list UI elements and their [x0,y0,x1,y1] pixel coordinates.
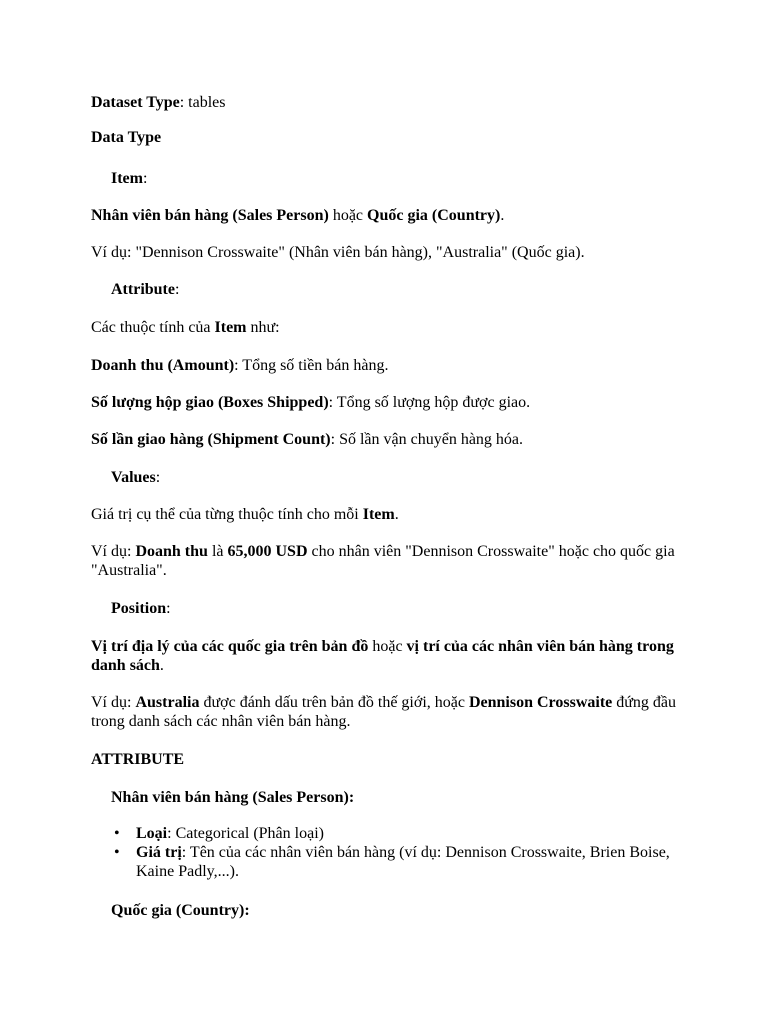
data-type-label: Data Type [91,129,162,146]
item-desc-sales-person: Nhân viên bán hàng (Sales Person) [91,207,329,224]
item-example-text: Ví dụ: "Dennison Crosswaite" (Nhân viên bán hàng), "Australia" (Quốc gia). [91,244,585,261]
dataset-type-label: Dataset Type [91,94,180,111]
attribute-heading-label: Attribute [111,281,175,298]
bullet-type-desc: : Categorical (Phân loại) [167,825,324,842]
list-item [91,824,681,843]
attribute-heading [111,280,681,299]
sales-person-heading-label: Nhân viên bán hàng (Sales Person): [111,789,355,806]
item-desc-country: Quốc gia (Country) [367,207,501,224]
item-heading-label: Item [111,170,143,187]
values-example-amount: 65,000 USD [227,543,308,560]
position-heading-label: Position [111,600,167,617]
values-example-is: là [207,543,228,560]
position-example-australia: Australia [135,694,200,711]
values-example [91,542,681,580]
sales-person-heading [111,788,681,807]
item-desc-or: hoặc [328,207,368,224]
position-example-rest: đứng đầu trong danh sách các nhân viên bán hàng. [91,694,677,730]
attr-intro-end: như: [246,319,280,336]
item-heading-colon: : [142,170,148,187]
sales-person-bullet-list [91,824,681,881]
attribute-boxes-shipped [91,393,681,412]
data-type-heading [91,128,681,147]
attr-amount-desc: : Tổng số tiền bán hàng. [234,357,389,374]
attribute-section-label: ATTRIBUTE [91,751,185,768]
attr-amount-label: Doanh thu (Amount) [91,357,235,374]
values-heading [111,468,681,487]
values-example-rest: cho nhân viên "Dennison Crosswaite" hoặc cho quốc gia "Australia". [91,543,675,579]
item-description [91,206,681,225]
position-example-dennison: Dennison Crosswaite [468,694,613,711]
position-desc-or: hoặc [368,638,407,655]
dataset-type-value: : tables [179,94,226,111]
attr-intro-text: Các thuộc tính của [91,319,215,336]
values-desc-text: Giá trị cụ thể của từng thuộc tính cho mỗi [91,506,363,523]
country-heading-label: Quốc gia (Country): [111,902,250,919]
position-example-prefix: Ví dụ: [91,694,136,711]
attr-intro-item: Item [214,319,247,336]
attribute-section-heading [91,750,681,769]
position-example [91,693,681,731]
attr-boxes-label: Số lượng hộp giao (Boxes Shipped) [91,394,329,411]
position-example-mid: được đánh dấu trên bản đồ thế giới, hoặc [199,694,469,711]
attr-boxes-desc: : Tổng số lượng hộp được giao. [328,394,531,411]
values-example-prefix: Ví dụ: [91,543,136,560]
position-heading [111,599,681,618]
country-heading [111,901,681,920]
attribute-shipment-count [91,430,681,449]
position-desc-list: vị trí của các nhân viên bán hàng trong danh sách [91,638,674,674]
attr-shipments-desc: : Số lần vận chuyển hàng hóa. [330,431,524,448]
bullet-icon: • [114,844,120,861]
attribute-heading-colon: : [174,281,180,298]
bullet-value-label: Giá trị [136,844,182,861]
values-desc-end: . [394,506,399,523]
values-heading-colon: : [155,469,161,486]
attr-shipments-label: Số lần giao hàng (Shipment Count) [91,431,331,448]
values-example-revenue: Doanh thu [135,543,208,560]
item-example [91,243,681,262]
item-heading [111,169,681,188]
attribute-amount [91,356,681,375]
position-desc-geo: Vị trí địa lý của các quốc gia trên bản đồ [91,638,369,655]
position-desc-end: . [159,657,164,674]
list-item [91,843,681,881]
values-desc-item: Item [362,506,395,523]
attribute-intro [91,318,681,337]
position-heading-colon: : [166,600,171,617]
item-desc-end: . [500,207,505,224]
values-description [91,505,681,524]
values-heading-label: Values [111,469,156,486]
bullet-type-label: Loại [136,825,168,842]
bullet-value-desc: : Tên của các nhân viên bán hàng (ví dụ: Dennison Crosswaite, Brien Boise, Kaine Padly,...). [136,844,670,880]
dataset-type-line [91,93,681,112]
position-description [91,637,681,675]
bullet-icon: • [114,825,120,842]
